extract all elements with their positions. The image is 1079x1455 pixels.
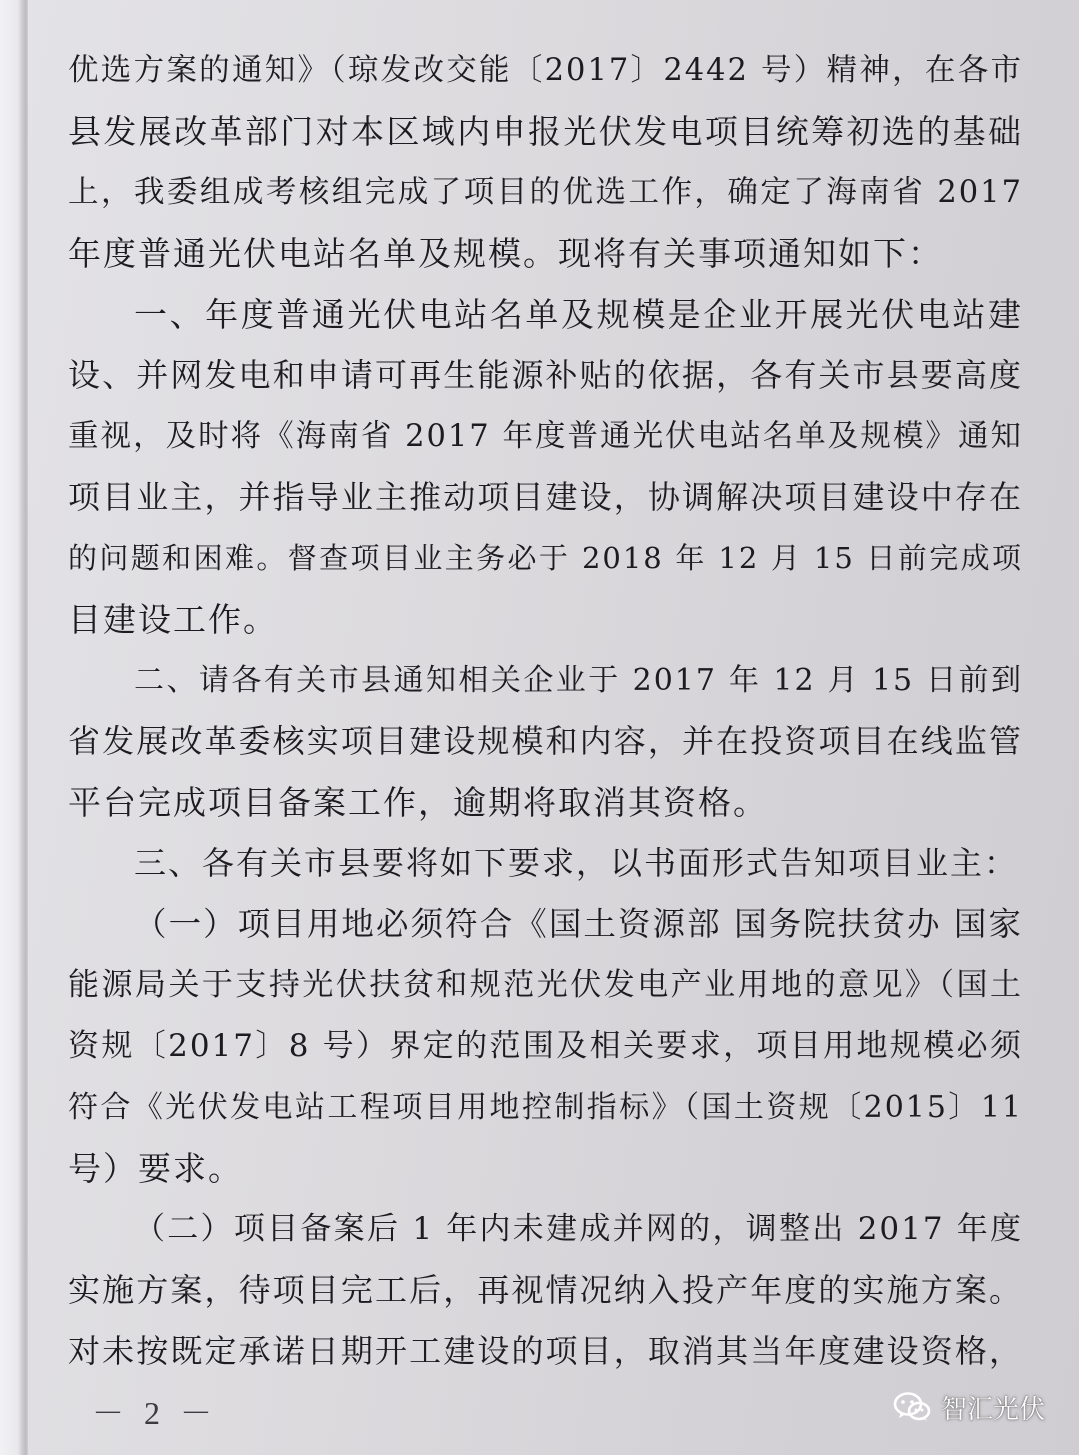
- text-line: 省发展改革委核实项目建设规模和内容，并在投资项目在线监管: [68, 722, 1023, 760]
- text-line: 的问题和困难。督查项目业主务必于 2018 年 12 月 15 日前完成项: [68, 541, 1023, 575]
- text-line: 目建设工作。: [68, 600, 278, 639]
- watermark: [893, 1382, 1045, 1432]
- text-line: 设、并网发电和申请可再生能源补贴的依据，各有关市县要高度: [68, 356, 1023, 394]
- text-line: 优选方案的通知》（琼发改交能〔2017〕2442 号）精神，在各市: [68, 53, 1023, 88]
- text-line: 实施方案，待项目完工后，再视情况纳入投产年度的实施方案。: [68, 1271, 1023, 1309]
- text-line: （一）项目用地必须符合《国土资源部 国务院扶贫办 国家: [134, 905, 1023, 943]
- page-number: － 2 －: [92, 1395, 219, 1431]
- text-line: 重视，及时将《海南省 2017 年度普通光伏电站名单及规模》通知: [68, 419, 1023, 454]
- document-body: [68, 40, 1023, 1382]
- text-line: 年度普通光伏电站名单及规模。现将有关事项通知如下：: [68, 234, 943, 273]
- page-edge: [0, 0, 28, 1455]
- text-line: 能源局关于支持光伏扶贫和规范光伏发电产业用地的意见》（国土: [68, 967, 1023, 1003]
- text-line: 对未按既定承诺日期开工建设的项目，取消其当年度建设资格，: [68, 1332, 1023, 1370]
- watermark-label: 智汇光伏: [941, 1394, 1046, 1425]
- text-line: 二、请各有关市县通知相关企业于 2017 年 12 月 15 日前到: [134, 663, 1023, 698]
- text-line: 三、各有关市县要将如下要求，以书面形式告知项目业主：: [134, 844, 1019, 882]
- text-line: 平台完成项目备案工作，逾期将取消其资格。: [68, 783, 768, 822]
- text-line: （二）项目备案后 1 年内未建成并网的，调整出 2017 年度: [134, 1211, 1023, 1247]
- wechat-icon: [893, 1391, 931, 1423]
- text-line: 县发展改革部门对本区域内申报光伏发电项目统筹初选的基础: [68, 112, 1023, 151]
- text-line: 一、年度普通光伏电站名单及规模是企业开展光伏电站建: [134, 295, 1023, 334]
- text-line: 项目业主，并指导业主推动项目建设，协调解决项目建设中存在: [68, 478, 1023, 516]
- text-line: 符合《光伏发电站工程项目用地控制指标》（国土资规〔2015〕11: [68, 1090, 1023, 1125]
- text-line: 上，我委组成考核组完成了项目的优选工作，确定了海南省 2017: [68, 175, 1023, 210]
- text-line: 号）要求。: [68, 1149, 243, 1188]
- text-line: 资规〔2017〕8 号）界定的范围及相关要求，项目用地规模必须: [68, 1028, 1023, 1064]
